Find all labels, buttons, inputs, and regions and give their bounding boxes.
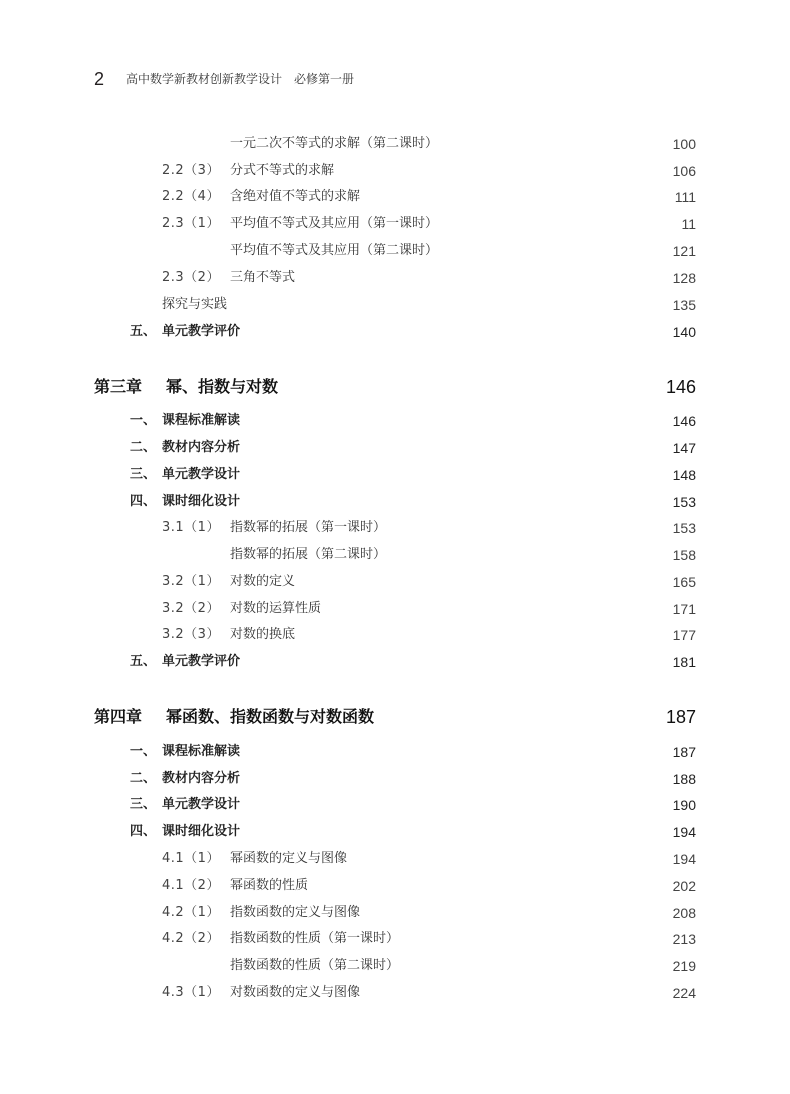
- chapter-number: 第四章: [94, 707, 143, 726]
- toc-page: 147: [672, 440, 696, 456]
- toc-lesson-entry[interactable]: [0, 240, 790, 262]
- toc-page: 181: [672, 654, 696, 670]
- toc-lesson-entry[interactable]: [0, 955, 790, 977]
- book-title: 高中数学新教材创新教学设计 必修第一册: [126, 72, 355, 86]
- toc-title: 课程标准解读: [162, 744, 241, 759]
- toc-title: 对数函数的定义与图像: [230, 985, 361, 1000]
- toc-section-entry[interactable]: [0, 651, 790, 673]
- toc-code: 4.2（1）: [162, 905, 220, 920]
- toc-page: 190: [672, 797, 696, 813]
- toc-page: 219: [672, 958, 696, 974]
- toc-title: 幂函数的性质: [230, 878, 309, 893]
- toc-section-entry[interactable]: [0, 321, 790, 343]
- toc-section-number: 一、: [130, 413, 157, 428]
- toc-title: 课时细化设计: [162, 824, 241, 839]
- toc-code: 3.2（1）: [162, 574, 220, 589]
- toc-section-entry[interactable]: [0, 741, 790, 763]
- toc-chapter-3[interactable]: [0, 373, 790, 401]
- toc-page: 202: [672, 878, 696, 894]
- toc-title: 课程标准解读: [162, 413, 241, 428]
- toc-page: 153: [672, 494, 696, 510]
- toc-section-entry[interactable]: [0, 464, 790, 486]
- toc-section-number: 二、: [130, 440, 157, 455]
- toc-title: 课时细化设计: [162, 494, 241, 509]
- toc-page: 194: [672, 824, 696, 840]
- toc-page: 188: [672, 771, 696, 787]
- chapter-number: 第三章: [94, 377, 143, 396]
- toc-title: 含绝对值不等式的求解: [230, 189, 361, 204]
- toc-title: 指数幂的拓展（第一课时）: [230, 520, 387, 535]
- toc-title: 指数函数的定义与图像: [230, 905, 361, 920]
- toc-code: 2.2（3）: [162, 163, 220, 178]
- toc-page: 171: [672, 601, 696, 617]
- toc-lesson-entry[interactable]: [0, 598, 790, 620]
- toc-section-number: 五、: [130, 324, 157, 339]
- chapter-title: 幂、指数与对数: [166, 377, 279, 396]
- toc-lesson-entry[interactable]: [0, 902, 790, 924]
- toc-page: 128: [672, 270, 696, 286]
- toc-title: 平均值不等式及其应用（第一课时）: [230, 216, 439, 231]
- chapter-page: 146: [665, 377, 696, 397]
- toc-page: 208: [672, 905, 696, 921]
- toc-lesson-entry[interactable]: [0, 624, 790, 646]
- toc-lesson-entry[interactable]: [0, 928, 790, 950]
- toc-code: 2.3（2）: [162, 270, 220, 285]
- toc-lesson-entry[interactable]: [0, 544, 790, 566]
- toc-page: 148: [672, 467, 696, 483]
- toc-page: 146: [672, 413, 696, 429]
- chapter-page: 187: [665, 707, 696, 727]
- toc-section-entry[interactable]: [0, 768, 790, 790]
- toc-lesson-entry[interactable]: [0, 517, 790, 539]
- toc-section-number: 四、: [130, 824, 157, 839]
- toc-code: 4.1（2）: [162, 878, 220, 893]
- toc-page: 140: [672, 324, 696, 340]
- toc-section-entry[interactable]: [0, 821, 790, 843]
- toc-code: 2.2（4）: [162, 189, 220, 204]
- toc-section-number: 五、: [130, 654, 157, 669]
- toc-title: 指数函数的性质（第二课时）: [230, 958, 400, 973]
- toc-page: 213: [672, 931, 696, 947]
- toc-page: 135: [672, 297, 696, 313]
- toc-page: 187: [672, 744, 696, 760]
- toc-section-entry[interactable]: [0, 410, 790, 432]
- toc-title: 对数的运算性质: [230, 601, 322, 616]
- toc-section-entry[interactable]: [0, 794, 790, 816]
- toc-title: 对数的定义: [230, 574, 296, 589]
- toc-section-number: 二、: [130, 771, 157, 786]
- toc-code: 3.2（3）: [162, 627, 220, 642]
- toc-title: 对数的换底: [230, 627, 296, 642]
- toc-code: 4.2（2）: [162, 931, 220, 946]
- toc-title: 一元二次不等式的求解（第二课时）: [230, 136, 439, 151]
- toc-code: 2.3（1）: [162, 216, 220, 231]
- toc-page: 11: [681, 216, 696, 232]
- toc-section-entry[interactable]: [0, 437, 790, 459]
- toc-page: 194: [672, 851, 696, 867]
- toc-title: 单元教学设计: [162, 467, 241, 482]
- toc-code: 3.1（1）: [162, 520, 220, 535]
- toc-lesson-entry[interactable]: [0, 186, 790, 208]
- toc-page: 158: [672, 547, 696, 563]
- toc-lesson-entry[interactable]: [0, 133, 790, 155]
- toc-code: 3.2（2）: [162, 601, 220, 616]
- toc-title: 指数函数的性质（第一课时）: [230, 931, 400, 946]
- toc-title: 指数幂的拓展（第二课时）: [230, 547, 387, 562]
- page-number: 2: [94, 69, 105, 89]
- toc-lesson-entry[interactable]: [0, 982, 790, 1004]
- toc-chapter-4[interactable]: [0, 703, 790, 731]
- toc-title: 单元教学评价: [162, 654, 241, 669]
- toc-title: 教材内容分析: [162, 771, 241, 786]
- toc-title: 三角不等式: [230, 270, 296, 285]
- toc-code: 4.3（1）: [162, 985, 220, 1000]
- toc-page: 153: [672, 520, 696, 536]
- toc-code: 4.1（1）: [162, 851, 220, 866]
- toc-page: 165: [672, 574, 696, 590]
- toc-section-entry[interactable]: [0, 491, 790, 513]
- toc-section-number: 三、: [130, 797, 157, 812]
- toc-page: 121: [672, 243, 696, 259]
- toc-section-number: 一、: [130, 744, 157, 759]
- toc-lesson-entry[interactable]: [0, 875, 790, 897]
- toc-lesson-entry[interactable]: [0, 571, 790, 593]
- toc-title: 探究与实践: [162, 297, 228, 312]
- toc-lesson-entry[interactable]: [0, 267, 790, 289]
- toc-lesson-entry[interactable]: [0, 213, 790, 235]
- toc-page: 106: [672, 163, 696, 179]
- toc-title: 教材内容分析: [162, 440, 241, 455]
- toc-title: 幂函数的定义与图像: [230, 851, 348, 866]
- toc-practice-entry[interactable]: [0, 294, 790, 316]
- toc-title: 平均值不等式及其应用（第二课时）: [230, 243, 439, 258]
- toc-title: 分式不等式的求解: [230, 163, 335, 178]
- toc-page: 100: [672, 136, 696, 152]
- toc-title: 单元教学设计: [162, 797, 241, 812]
- toc-lesson-entry[interactable]: [0, 160, 790, 182]
- toc-page: 177: [672, 627, 696, 643]
- toc-section-number: 三、: [130, 467, 157, 482]
- toc-page: 224: [672, 985, 696, 1001]
- toc-title: 单元教学评价: [162, 324, 241, 339]
- toc-page: 111: [674, 189, 696, 205]
- toc-lesson-entry[interactable]: [0, 848, 790, 870]
- toc-section-number: 四、: [130, 494, 157, 509]
- chapter-title: 幂函数、指数函数与对数函数: [166, 707, 375, 726]
